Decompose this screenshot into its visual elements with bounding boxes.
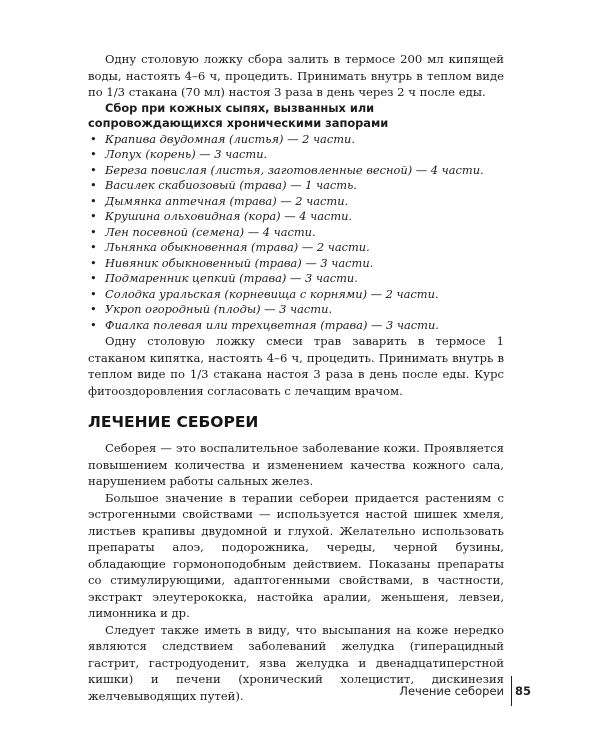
bullet-icon: • bbox=[90, 255, 97, 270]
page-number: 85 bbox=[515, 684, 532, 698]
list-item: • Лен посевной (семена) — 4 части. bbox=[90, 224, 316, 239]
bullet-icon: • bbox=[90, 131, 97, 146]
bullet-icon: • bbox=[90, 302, 97, 316]
bullet-icon: • bbox=[90, 224, 97, 239]
bullet-icon: • bbox=[90, 240, 97, 254]
list-item: • Льнянка обыкновенная (трава) — 2 части. bbox=[90, 240, 370, 254]
list-item: • Крушина ольховидная (кора) — 4 части. bbox=[90, 209, 353, 223]
instructions-paragraph: Одну столовую ложку смеси трав заварить в термосе 1 стаканом кипятка, настоять 4–6 ч, процедить. Принимать внутрь в теплом виде по 1/3 стакана настоя 3 раза в день после еды. Курс фитооздоровления согласовать с лечащим врачом. bbox=[88, 334, 504, 398]
body-paragraph: Большое значение в терапии себореи придается растениям с эстрогенными свойствами — используется настой шишек хмеля, листьев крапивы двудомной и глухой. Желательно использовать препараты алоэ, подорожника, череды, черной бузины, обладающие гормоноподобным действием. Показаны препараты со стимулирующими, адаптогенными свойствами, в частности, экстракт элеутерококка, настойка аралии, женьшеня, левзеи, лимонника и др. bbox=[88, 490, 504, 620]
seborrhea-text-block bbox=[88, 440, 504, 704]
bullet-icon: • bbox=[90, 209, 97, 223]
bullet-icon: • bbox=[90, 317, 97, 332]
bullet-icon: • bbox=[90, 271, 97, 285]
list-item: • Василек скабиозовый (трава) — 1 часть. bbox=[90, 178, 357, 192]
list-item: • Подмаренник цепкий (трава) — 3 части. bbox=[90, 271, 358, 285]
list-item: • Береза повислая (листья, заготовленные весной) — 4 части. bbox=[90, 162, 484, 177]
intro-paragraph: Одну столовую ложку сбора залить в термосе 200 мл кипящей воды, настоять 4–6 ч, процедить. Принимать внутрь в теплом виде по 1/3 стакана (70 мл) настоя 3 раза в день через 2 ч после еды. bbox=[88, 52, 504, 99]
bullet-icon: • bbox=[90, 147, 97, 161]
list-item: • Солодка уральская (корневища с корнями) — 2 части. bbox=[90, 286, 439, 301]
bullet-icon: • bbox=[90, 162, 97, 177]
list-item: • Укроп огородный (плоды) — 3 части. bbox=[90, 302, 333, 316]
herb-list bbox=[88, 132, 504, 334]
list-item: • Лопух (корень) — 3 части. bbox=[90, 147, 268, 161]
bullet-icon: • bbox=[90, 193, 97, 208]
list-item: • Дымянка аптечная (трава) — 2 части. bbox=[90, 193, 349, 208]
bullet-icon: • bbox=[90, 286, 97, 301]
running-title: Лечение себореи bbox=[399, 684, 504, 698]
section-title: ЛЕЧЕНИЕ СЕБОРЕИ bbox=[88, 413, 259, 431]
body-paragraph: Себорея — это воспалительное заболевание кожи. Проявляется повышением количества и изменением качества кожного сала, нарушением работы сальных желез. bbox=[88, 441, 504, 488]
top-text-block bbox=[88, 51, 504, 399]
list-item: • Нивяник обыкновенный (трава) — 3 части. bbox=[90, 255, 374, 270]
collection-heading: Сбор при кожных сыпях, вызванных или сопровождающихся хроническими запорами bbox=[88, 100, 389, 130]
list-item: • Фиалка полевая или трехцветная (трава) — 3 части. bbox=[90, 317, 439, 332]
footer-divider bbox=[511, 676, 512, 706]
list-item: • Крапива двудомная (листья) — 2 части. bbox=[90, 131, 355, 146]
body-paragraph: Следует также иметь в виду, что высыпания на коже нередко являются следствием заболеваний желудка (гиперацидный гастрит, гастродуоденит, язва желудка и двенадцатиперстной кишки) и печени (хронический холецистит, дискинезия желчевыводящих путей). bbox=[88, 622, 504, 703]
bullet-icon: • bbox=[90, 178, 97, 192]
